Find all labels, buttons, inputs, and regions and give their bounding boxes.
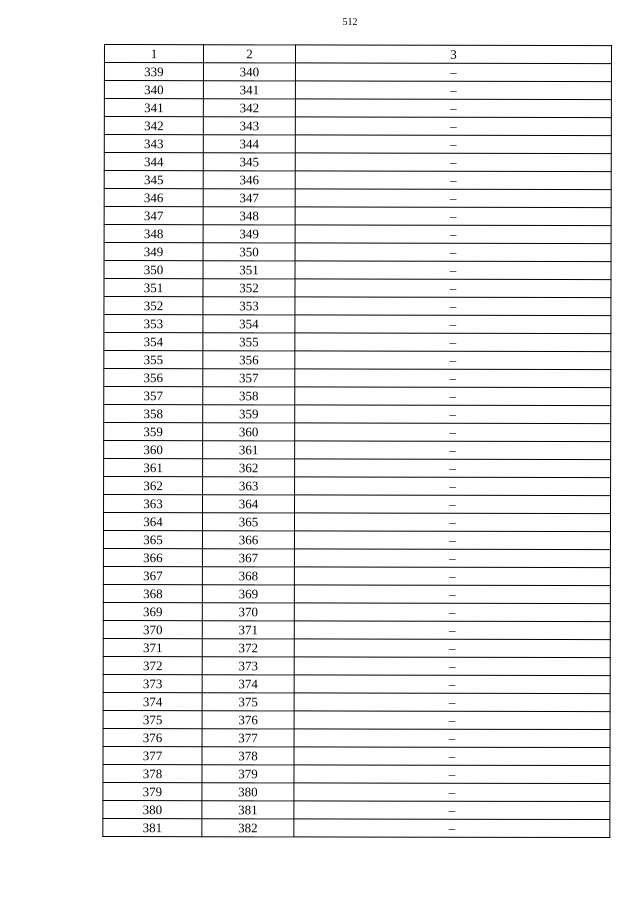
table-cell-dash: – <box>294 513 610 532</box>
table-cell-number: 347 <box>104 207 203 225</box>
table-cell-number: 345 <box>104 171 203 189</box>
table-row <box>103 782 610 801</box>
table-cell-number: 349 <box>104 243 203 261</box>
table-cell-number: 344 <box>203 135 295 153</box>
table-cell-number: 345 <box>203 153 295 171</box>
table-row <box>103 818 610 837</box>
table-cell-dash: – <box>294 621 610 640</box>
table-cell-number: 356 <box>104 369 203 387</box>
table-cell-number: 361 <box>104 459 203 477</box>
table-cell-dash: – <box>295 405 611 424</box>
table-cell-number: 379 <box>202 765 294 783</box>
table-cell-number: 350 <box>203 243 295 261</box>
table-row <box>104 387 611 406</box>
table-cell-dash: – <box>295 261 611 280</box>
table-cell-dash: – <box>295 495 611 514</box>
table-cell-dash: – <box>294 657 610 676</box>
table-cell-dash: – <box>295 351 611 370</box>
table-row <box>103 620 610 639</box>
table-cell-number: 351 <box>104 279 203 297</box>
table-cell-number: 343 <box>203 117 295 135</box>
table-cell-number: 372 <box>103 656 202 674</box>
table-cell-dash: – <box>295 387 611 406</box>
table-cell-dash: – <box>295 243 611 262</box>
table-cell-number: 374 <box>103 692 202 710</box>
table-row <box>104 261 611 280</box>
table-cell-number: 351 <box>203 261 295 279</box>
table-row <box>104 477 611 496</box>
table-cell-number: 340 <box>203 63 295 81</box>
table-cell-number: 357 <box>104 387 203 405</box>
table-cell-number: 340 <box>104 81 203 99</box>
table-cell-number: 353 <box>104 315 203 333</box>
table-cell-dash: – <box>295 171 611 190</box>
table-row <box>103 800 610 819</box>
table-cell-number: 354 <box>104 333 203 351</box>
table-cell-number: 366 <box>202 531 294 549</box>
table-row <box>104 441 611 460</box>
table-cell-dash: – <box>295 441 611 460</box>
table-cell-number: 350 <box>104 261 203 279</box>
table-cell-dash: – <box>295 459 611 478</box>
table-cell-dash: – <box>294 567 610 586</box>
table-cell-number: 359 <box>104 423 203 441</box>
column-header-3: 3 <box>295 45 611 64</box>
table-cell-number: 368 <box>202 567 294 585</box>
table-cell-number: 381 <box>202 801 294 819</box>
table-cell-number: 373 <box>202 657 294 675</box>
table-cell-dash: – <box>295 315 611 334</box>
table-cell-dash: – <box>295 153 611 172</box>
table-row <box>104 99 611 118</box>
table-row <box>104 405 611 424</box>
table-cell-number: 365 <box>202 513 294 531</box>
table-row <box>104 459 611 478</box>
table-row <box>103 656 610 675</box>
table-cell-number: 377 <box>202 729 294 747</box>
table-cell-dash: – <box>295 207 611 226</box>
table-row <box>104 423 611 442</box>
table-cell-number: 356 <box>203 351 295 369</box>
table-cell-dash: – <box>295 423 611 442</box>
table-row <box>104 333 611 352</box>
table-cell-number: 344 <box>104 153 203 171</box>
table-cell-dash: – <box>295 81 611 100</box>
table-cell-number: 355 <box>104 351 203 369</box>
table-cell-dash: – <box>294 531 610 550</box>
table-cell-dash: – <box>295 99 611 118</box>
table-cell-number: 369 <box>103 602 202 620</box>
table-row <box>104 153 611 172</box>
table-cell-number: 378 <box>103 764 202 782</box>
table-cell-dash: – <box>294 765 610 784</box>
table-cell-dash: – <box>295 297 611 316</box>
table-cell-dash: – <box>295 135 611 154</box>
table-row <box>103 513 610 532</box>
table-cell-number: 382 <box>202 819 294 837</box>
table-row <box>104 243 611 262</box>
table-cell-number: 380 <box>103 800 202 818</box>
table-row <box>103 531 610 550</box>
table-cell-number: 348 <box>104 225 203 243</box>
table-cell-dash: – <box>295 369 611 388</box>
table-cell-dash: – <box>294 585 610 604</box>
table-cell-dash: – <box>294 747 610 766</box>
table-cell-number: 349 <box>203 225 295 243</box>
table-cell-number: 373 <box>103 674 202 692</box>
table-cell-number: 343 <box>104 135 203 153</box>
table-row <box>103 638 610 657</box>
table-cell-number: 370 <box>103 620 202 638</box>
table-cell-number: 360 <box>104 441 203 459</box>
table-row <box>103 764 610 783</box>
table-cell-number: 363 <box>104 495 203 513</box>
table-cell-dash: – <box>295 477 611 496</box>
table-cell-number: 341 <box>104 99 203 117</box>
table-cell-dash: – <box>294 639 610 658</box>
table-cell-number: 378 <box>202 747 294 765</box>
table-row <box>104 81 611 100</box>
table-cell-dash: – <box>294 549 610 568</box>
table-cell-number: 375 <box>103 710 202 728</box>
table-cell-dash: – <box>294 603 610 622</box>
table-cell-dash: – <box>295 63 611 82</box>
table-row <box>103 746 610 765</box>
table-row <box>104 63 611 82</box>
table-cell-number: 359 <box>203 405 295 423</box>
table-cell-dash: – <box>294 729 610 748</box>
table-cell-number: 374 <box>202 675 294 693</box>
table-row <box>103 584 610 603</box>
table-cell-number: 352 <box>104 297 203 315</box>
table-cell-number: 364 <box>203 495 295 513</box>
table-cell-number: 369 <box>202 585 294 603</box>
table-cell-dash: – <box>295 333 611 352</box>
table-cell-number: 346 <box>203 171 295 189</box>
table-row <box>103 566 610 585</box>
table-row <box>104 279 611 298</box>
table-cell-number: 357 <box>203 369 295 387</box>
table-cell-number: 362 <box>203 459 295 477</box>
table-row <box>103 710 610 729</box>
table-row <box>104 171 611 190</box>
data-table <box>102 44 612 838</box>
table-cell-number: 379 <box>103 782 202 800</box>
table-cell-number: 358 <box>104 405 203 423</box>
table-cell-number: 381 <box>103 818 202 836</box>
column-header-1: 1 <box>104 45 203 63</box>
table-cell-dash: – <box>294 801 610 820</box>
table-row <box>104 369 611 388</box>
table-cell-number: 377 <box>103 746 202 764</box>
table-cell-number: 367 <box>202 549 294 567</box>
table-cell-dash: – <box>294 783 610 802</box>
table-cell-number: 348 <box>203 207 295 225</box>
table-row <box>104 207 611 226</box>
table-cell-number: 355 <box>203 333 295 351</box>
table-cell-number: 366 <box>103 548 202 566</box>
table-row <box>104 495 611 514</box>
table-cell-number: 375 <box>202 693 294 711</box>
table-cell-number: 347 <box>203 189 295 207</box>
table-cell-number: 364 <box>103 513 202 531</box>
table-cell-dash: – <box>294 819 610 838</box>
table-row <box>103 692 610 711</box>
table-cell-number: 339 <box>104 63 203 81</box>
table-cell-dash: – <box>295 189 611 208</box>
table-row <box>104 315 611 334</box>
table-row <box>104 135 611 154</box>
table-cell-number: 372 <box>202 639 294 657</box>
table-row <box>104 351 611 370</box>
table-row <box>103 728 610 747</box>
table-cell-number: 354 <box>203 315 295 333</box>
table-cell-number: 346 <box>104 189 203 207</box>
table-cell-dash: – <box>295 225 611 244</box>
table-cell-number: 371 <box>103 638 202 656</box>
table-row <box>103 548 610 567</box>
table-row <box>104 189 611 208</box>
table-cell-number: 376 <box>202 711 294 729</box>
table-cell-number: 360 <box>203 423 295 441</box>
table-cell-number: 368 <box>103 584 202 602</box>
table-cell-number: 342 <box>203 99 295 117</box>
table-cell-number: 380 <box>202 783 294 801</box>
table-cell-number: 361 <box>203 441 295 459</box>
table-cell-number: 342 <box>104 117 203 135</box>
table-cell-number: 371 <box>202 621 294 639</box>
table-body <box>103 63 612 838</box>
table-cell-number: 376 <box>103 728 202 746</box>
table-cell-number: 352 <box>203 279 295 297</box>
table-cell-number: 362 <box>104 477 203 495</box>
table-row <box>103 602 610 621</box>
table-cell-dash: – <box>295 117 611 136</box>
table-cell-number: 367 <box>103 566 202 584</box>
table-cell-number: 370 <box>202 603 294 621</box>
table-cell-dash: – <box>294 711 610 730</box>
table-cell-number: 363 <box>203 477 295 495</box>
table-cell-number: 358 <box>203 387 295 405</box>
table-cell-number: 353 <box>203 297 295 315</box>
table-cell-dash: – <box>294 675 610 694</box>
table-row <box>104 117 611 136</box>
table-row <box>104 297 611 316</box>
table-cell-number: 341 <box>203 81 295 99</box>
table-row <box>104 225 611 244</box>
table-header-row <box>104 45 611 64</box>
page-number: 512 <box>342 17 358 28</box>
table-cell-dash: – <box>294 693 610 712</box>
table-row <box>103 674 610 693</box>
table-cell-dash: – <box>295 279 611 298</box>
table-cell-number: 365 <box>103 531 202 549</box>
column-header-2: 2 <box>203 45 295 63</box>
